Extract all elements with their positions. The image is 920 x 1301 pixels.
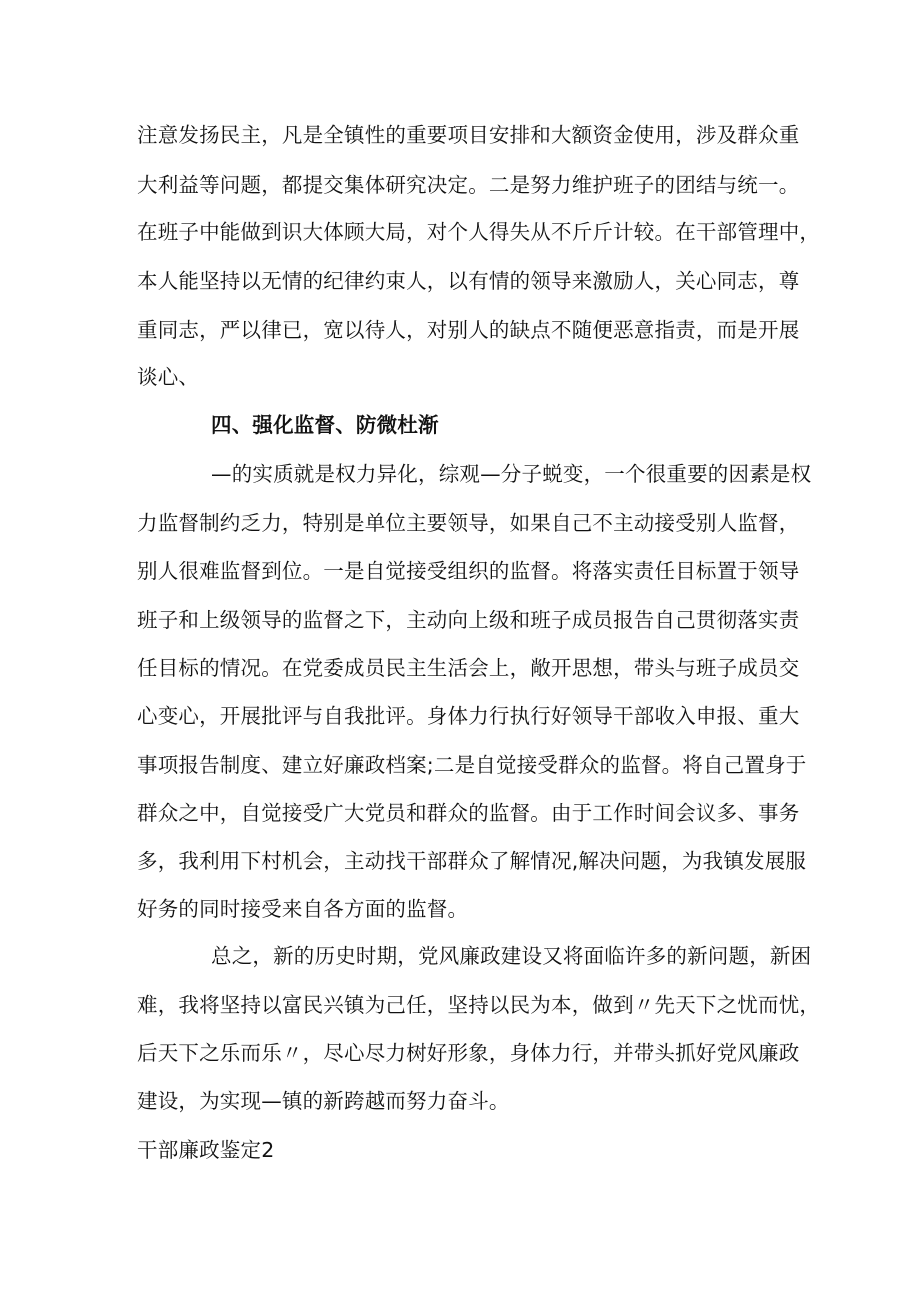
paragraph-line: 大利益等问题，都提交集体研究决定。二是努力维护班子的团结与统一。 — [137, 173, 800, 197]
document-subtitle: 干部廉政鉴定2 — [137, 1138, 275, 1162]
paragraph-line: 重同志，严以律已，宽以待人，对别人的缺点不随便恶意指责，而是开展 — [137, 318, 800, 342]
paragraph-line: 力监督制约乏力，特别是单位主要领导，如果自己不主动接受别人监督， — [137, 511, 800, 535]
paragraph-line: 难，我将坚持以富民兴镇为己任，坚持以民为本，做到〃先天下之忧而忧， — [137, 993, 821, 1017]
paragraph-line: 心变心，开展批评与自我批评。身体力行执行好领导干部收入申报、重大 — [137, 704, 800, 728]
paragraph-line: 班子和上级领导的监督之下，主动向上级和班子成员报告自己贯彻落实责 — [137, 608, 800, 632]
section-heading: 四、强化监督、防微杜渐 — [211, 413, 439, 437]
paragraph-line: 本人能坚持以无情的纪律约束人，以有情的领导来激励人，关心同志，尊 — [137, 269, 800, 293]
paragraph-line: 群众之中，自觉接受广大党员和群众的监督。由于工作时间会议多、事务 — [137, 801, 800, 825]
paragraph-line: 谈心、 — [137, 365, 200, 389]
paragraph-line: 注意发扬民主，凡是全镇性的重要项目安排和大额资金使用，涉及群众重 — [137, 123, 800, 147]
paragraph-line: —的实质就是权力异化，综观—分子蜕变，一个很重要的因素是权 — [211, 462, 812, 486]
paragraph-line: 事项报告制度、建立好廉政档案;二是自觉接受群众的监督。将自己置身于 — [137, 753, 807, 777]
paragraph-line: 别人很难监督到位。一是自觉接受组织的监督。将落实责任目标置于领导 — [137, 559, 800, 583]
paragraph-line: 总之，新的历史时期，党风廉政建设又将面临许多的新问题，新困 — [211, 944, 812, 968]
paragraph-line: 建设，为实现—镇的新跨越而努力奋斗。 — [137, 1089, 510, 1113]
paragraph-line: 在班子中能做到识大体顾大局，对个人得失从不斤斤计较。在干部管理中， — [137, 220, 821, 244]
paragraph-line: 任目标的情况。在党委成员民主生活会上，敞开思想，带头与班子成员交 — [137, 656, 800, 680]
paragraph-line: 后天下之乐而乐〃，尽心尽力树好形象，身体力行，并带头抓好党风廉政 — [137, 1041, 800, 1065]
paragraph-line: 好务的同时接受来自各方面的监督。 — [137, 897, 469, 921]
paragraph-line: 多，我利用下村机会，主动找干部群众了解情况,解决问题，为我镇发展服 — [137, 849, 807, 873]
